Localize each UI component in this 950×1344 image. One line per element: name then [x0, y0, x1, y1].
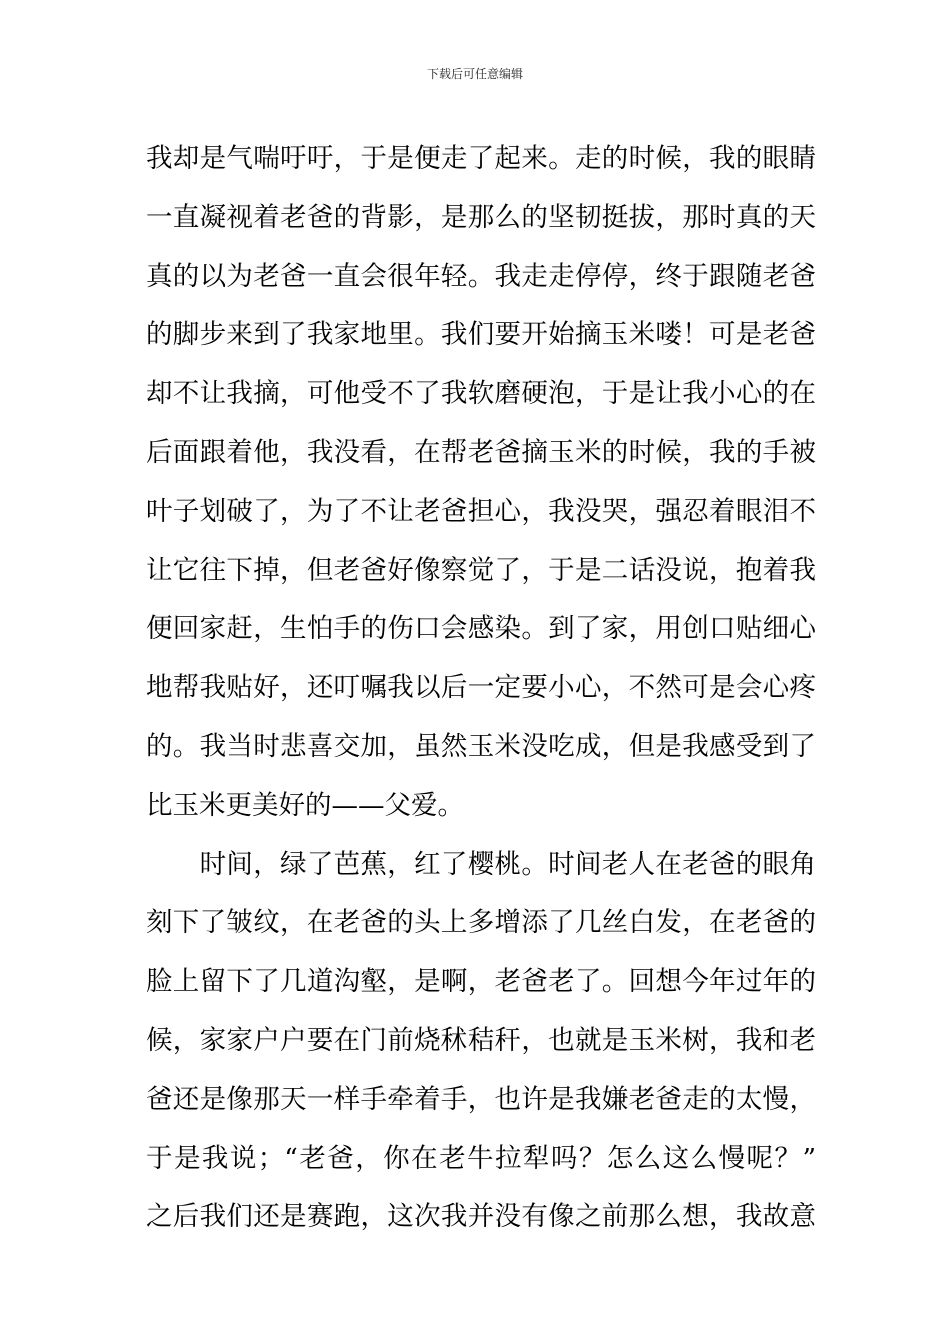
text-line: 便回家赶，生怕手的伤口会感染。到了家，用创口贴细心	[146, 613, 816, 645]
text-line: 爸还是像那天一样手牵着手，也许是我嫌老爸走的太慢，	[146, 1083, 816, 1115]
text-line: 却不让我摘，可他受不了我软磨硬泡，于是让我小心的在	[146, 378, 816, 410]
paragraph-2	[146, 836, 816, 1248]
text-line: 脸上留下了几道沟壑，是啊，老爸老了。回想今年过年的	[146, 966, 816, 998]
text-line: 一直凝视着老爸的背影，是那么的坚韧挺拔，那时真的天	[146, 201, 816, 233]
text-line: 之后我们还是赛跑，这次我并没有像之前那么想，我故意	[146, 1201, 816, 1233]
paragraph-1	[146, 130, 816, 836]
text-line: 比玉米更美好的——父爱。	[146, 789, 464, 821]
document-body	[146, 130, 816, 1247]
text-line: 真的以为老爸一直会很年轻。我走走停停，终于跟随老爸	[146, 260, 816, 292]
text-line: 让它往下掉，但老爸好像察觉了，于是二话没说，抱着我	[146, 554, 816, 586]
page-header: 下载后可任意编辑	[426, 67, 523, 81]
text-line: 地帮我贴好，还叮嘱我以后一定要小心，不然可是会心疼	[146, 672, 816, 704]
text-line: 时间，绿了芭蕉，红了樱桃。时间老人在老爸的眼角	[146, 848, 816, 880]
text-line: 刻下了皱纹，在老爸的头上多增添了几丝白发，在老爸的	[146, 907, 816, 939]
text-line: 后面跟着他，我没看，在帮老爸摘玉米的时候，我的手被	[146, 436, 816, 468]
text-line: 的脚步来到了我家地里。我们要开始摘玉米喽！可是老爸	[146, 319, 816, 351]
text-line: 的。我当时悲喜交加，虽然玉米没吃成，但是我感受到了	[146, 730, 816, 762]
text-line: 我却是气喘吁吁，于是便走了起来。走的时候，我的眼睛	[146, 143, 816, 174]
text-line: 候，家家户户要在门前烧秫秸秆，也就是玉米树，我和老	[146, 1024, 816, 1056]
text-line: 叶子划破了，为了不让老爸担心，我没哭，强忍着眼泪不	[146, 495, 816, 527]
text-line: 于是我说；“老爸，你在老牛拉犁吗？怎么这么慢呢？”	[146, 1142, 816, 1174]
